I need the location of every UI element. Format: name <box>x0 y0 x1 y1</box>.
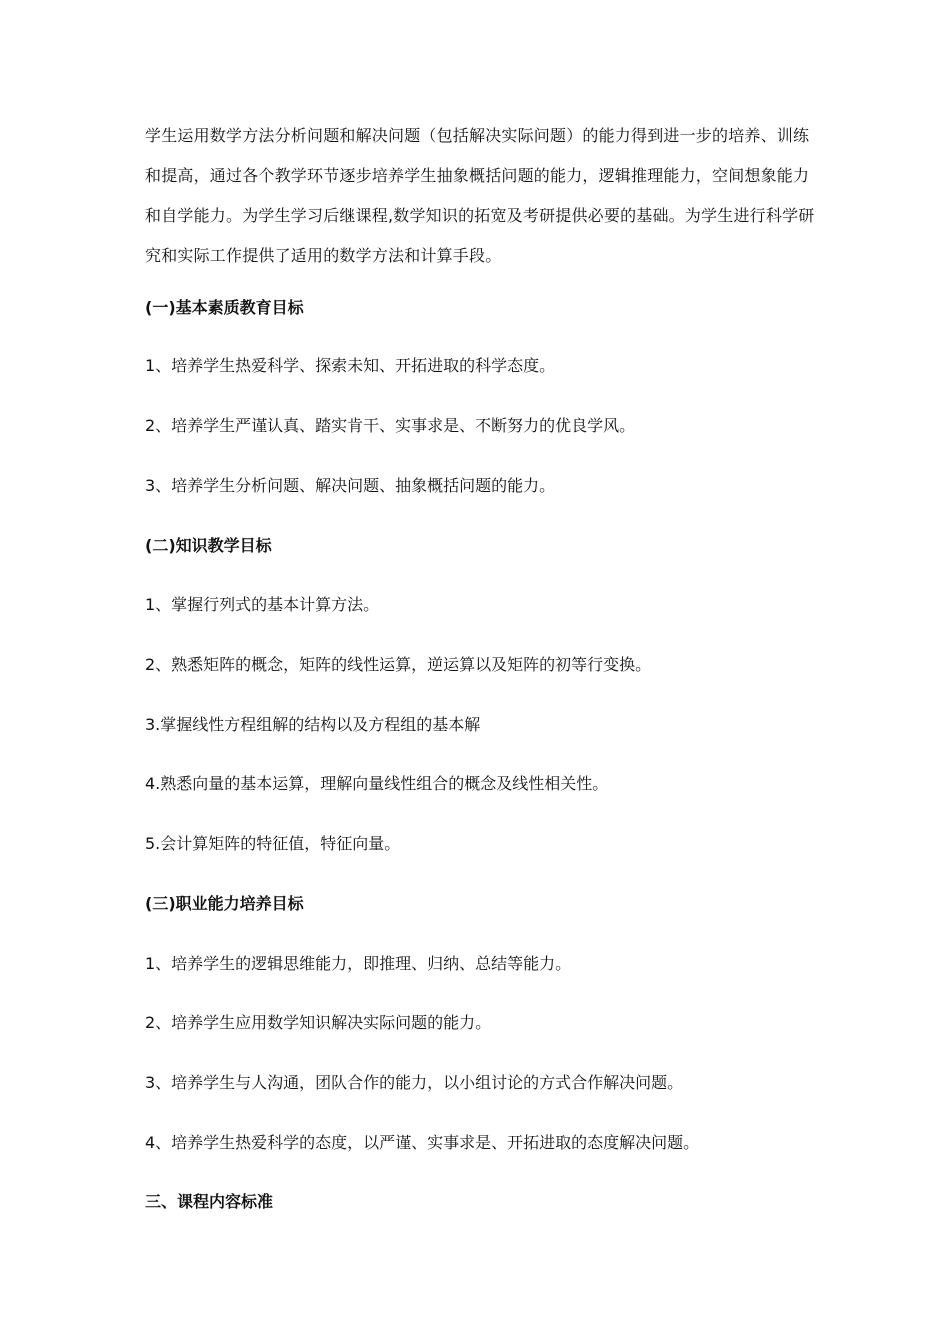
knowledge-item-5: 5.会计算矩阵的特征值，特征向量。 <box>145 834 401 853</box>
knowledge-item-1: 1、掌握行列式的基本计算方法。 <box>145 595 380 614</box>
heading-basic-quality-goals: (一)基本素质教育目标 <box>145 298 304 317</box>
vocational-item-3: 3、培养学生与人沟通，团队合作的能力，以小组讨论的方式合作解决问题。 <box>145 1073 684 1092</box>
vocational-item-2: 2、培养学生应用数学知识解决实际问题的能力。 <box>145 1013 492 1032</box>
heading-course-content-standards: 三、课程内容标准 <box>145 1192 274 1211</box>
knowledge-item-3: 3.掌握线性方程组解的结构以及方程组的基本解 <box>145 715 481 734</box>
vocational-item-1: 1、培养学生的逻辑思维能力，即推理、归纳、总结等能力。 <box>145 954 572 973</box>
heading-knowledge-goals: (二)知识教学目标 <box>145 536 272 555</box>
basic-quality-item-1: 1、培养学生热爱科学、探索未知、开拓进取的科学态度。 <box>145 356 556 375</box>
basic-quality-item-2: 2、培养学生严谨认真、踏实肯干、实事求是、不断努力的优良学风。 <box>145 416 636 435</box>
vocational-item-4: 4、培养学生热爱科学的态度，以严谨、实事求是、开拓进取的态度解决问题。 <box>145 1133 700 1152</box>
heading-vocational-ability-goals: (三)职业能力培养目标 <box>145 894 304 913</box>
document-page <box>145 116 815 1211</box>
intro-paragraph: 学生运用数学方法分析问题和解决问题（包括解决实际问题）的能力得到进一步的培养、训练和提高，通过各个教学环节逐步培养学生抽象概括问题的能力，逻辑推理能力，空间想象能力和自学能力。为学生学习后继课程,数学知识的拓宽及考研提供必要的基础。为学生进行科学研究和实际工作提供了适用的数学方法和计算手段。 <box>145 126 815 265</box>
knowledge-item-4: 4.熟悉向量的基本运算，理解向量线性组合的概念及线性相关性。 <box>145 774 609 793</box>
knowledge-item-2: 2、熟悉矩阵的概念，矩阵的线性运算，逆运算以及矩阵的初等行变换。 <box>145 655 652 674</box>
basic-quality-item-3: 3、培养学生分析问题、解决问题、抽象概括问题的能力。 <box>145 476 556 495</box>
